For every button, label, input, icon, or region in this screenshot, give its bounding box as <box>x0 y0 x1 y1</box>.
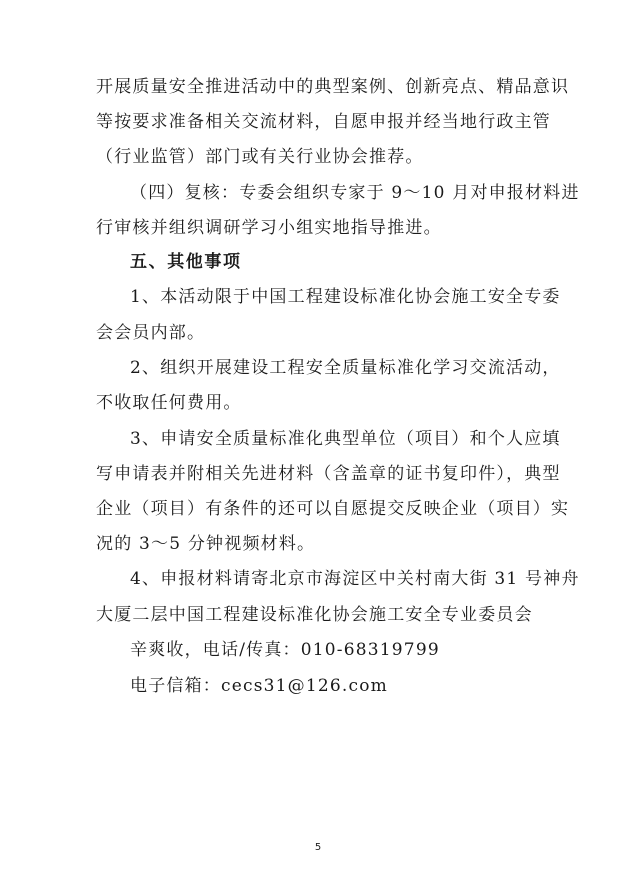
paragraph-line: 1、本活动限于中国工程建设标准化协会施工安全专委 <box>130 287 561 307</box>
paragraph-line: 况的 3～5 分钟视频材料。 <box>96 534 316 554</box>
paragraph-line: 开展质量安全推进活动中的典型案例、创新亮点、精品意识 <box>96 77 570 97</box>
paragraph-line: 不收取任何费用。 <box>96 393 242 413</box>
paragraph-line: 2、组织开展建设工程安全质量标准化学习交流活动， <box>130 358 561 378</box>
paragraph-line: 会会员内部。 <box>96 323 206 343</box>
paragraph-line: 行审核并组织调研学习小组实地指导推进。 <box>96 218 442 238</box>
paragraph-line: 写申请表并附相关先进材料（含盖章的证书复印件），典型 <box>96 464 561 484</box>
paragraph-line: 大厦二层中国工程建设标准化协会施工安全专业委员会 <box>96 605 533 625</box>
paragraph-line: 等按要求准备相关交流材料，自愿申报并经当地行政主管 <box>96 112 551 132</box>
paragraph-line: 4、申报材料请寄北京市海淀区中关村南大街 31 号神舟 <box>130 569 580 589</box>
page-number: 5 <box>314 842 322 853</box>
paragraph-line: （行业监管）部门或有关行业协会推荐。 <box>96 147 424 167</box>
paragraph-line: 企业（项目）有条件的还可以自愿提交反映企业（项目）实 <box>96 499 570 519</box>
paragraph-line: （四）复核：专委会组织专家于 9～10 月对申报材料进 <box>130 183 580 203</box>
paragraph-line: 3、申请安全质量标准化典型单位（项目）和个人应填 <box>130 429 561 449</box>
contact-email-line: 电子信箱：cecs31@126.com <box>130 676 388 696</box>
contact-phone-line: 辛爽收，电话/传真：010-68319799 <box>130 640 440 660</box>
section-heading: 五、其他事项 <box>130 252 242 272</box>
